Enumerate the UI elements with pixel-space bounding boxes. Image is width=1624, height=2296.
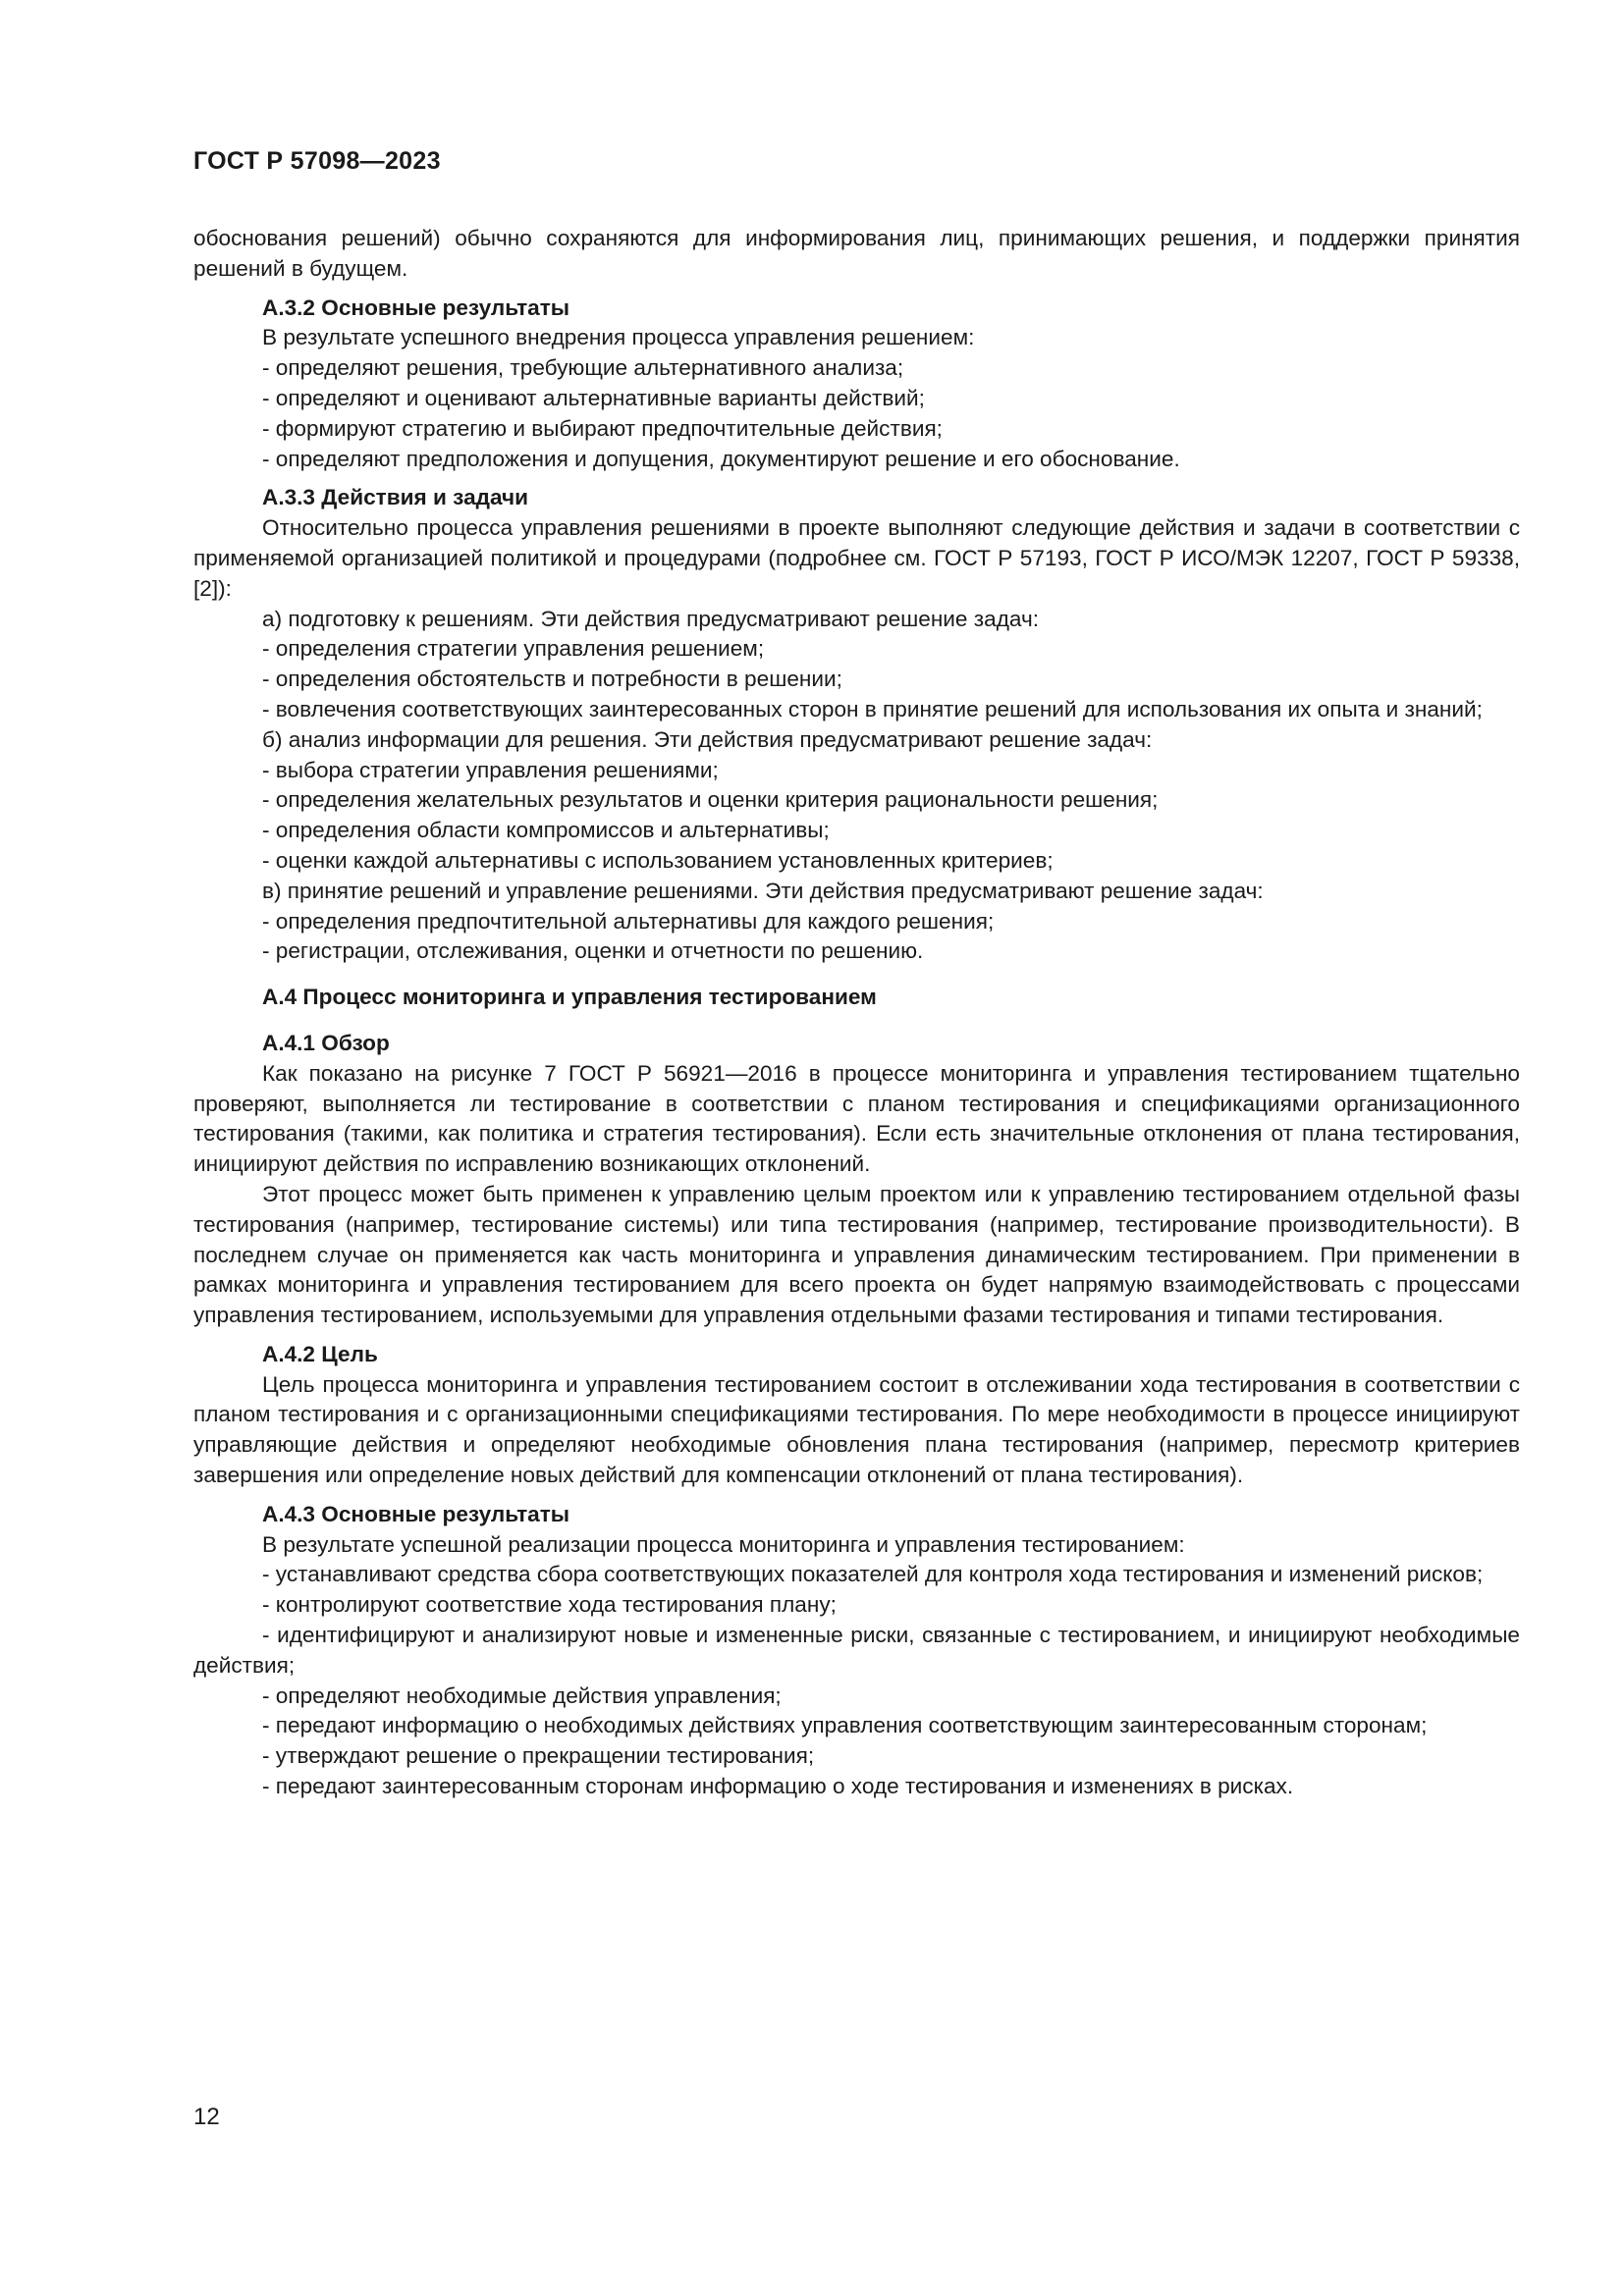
list-item: б) анализ информации для решения. Эти действия предусматривают решение задач:	[262, 726, 1153, 752]
list-item: - определяют предположения и допущения, документируют решение и его обоснование.	[262, 446, 1180, 471]
list-item: - определяют и оценивают альтернативные варианты действий;	[262, 385, 925, 410]
list-item: а) подготовку к решениям. Эти действия предусматривают решение задач:	[262, 606, 1039, 631]
section-heading-a33: А.3.3 Действия и задачи	[262, 485, 528, 510]
paragraph: Как показано на рисунке 7 ГОСТ Р 56921—2016 в процессе мониторинга и управления тестированием тщательно проверяют, выполняется ли тестирование в соответствии с планом тестирования и спецификациями организационного тестирования (такими, как политика и стратегия тестирования). Если есть значительные отклонения от плана тестирования, инициируют действия по исправлению возникающих отклонений.	[193, 1060, 1520, 1177]
paragraph: В результате успешной реализации процесса мониторинга и управления тестированием:	[262, 1531, 1185, 1557]
list-item: - выбора стратегии управления решениями;	[262, 757, 719, 782]
list-item: - определения обстоятельств и потребности в решении;	[262, 667, 842, 692]
list-item: в) принятие решений и управление решениями. Эти действия предусматривают решение задач:	[262, 878, 1264, 903]
section-heading-a43: А.4.3 Основные результаты	[262, 1501, 570, 1526]
list-item: - формируют стратегию и выбирают предпочтительные действия;	[262, 415, 943, 441]
list-item: - передают заинтересованным сторонам информацию о ходе тестирования и изменениях в рисках.	[262, 1774, 1294, 1799]
list-item: - определения области компромиссов и альтернативы;	[262, 818, 830, 843]
list-item: - определения желательных результатов и оценки критерия рациональности решения;	[262, 787, 1159, 813]
page-number: 12	[193, 2104, 220, 2130]
section-heading-a32: А.3.2 Основные результаты	[262, 294, 570, 320]
list-item: - оценки каждой альтернативы с использованием установленных критериев;	[262, 847, 1054, 873]
paragraph: Этот процесс может быть применен к управлению целым проектом или к управлению тестированием отдельной фазы тестирования (например, тестирование системы) или типа тестирования (например, тестирование производительности). В последнем случае он применяется как часть мониторинга и управления динамическим тестированием. При применении в рамках мониторинга и управления тестированием для всего проекта он будет напрямую взаимодействовать с процессами управления тестированием, используемыми для управления отдельными фазами тестирования и типами тестирования.	[193, 1181, 1520, 1328]
list-item: - определяют решения, требующие альтернативного анализа;	[262, 355, 904, 381]
paragraph: Относительно процесса управления решениями в проекте выполняют следующие действия и задачи в соответствии с применяемой организацией политикой и процедурами (подробнее см. ГОСТ Р 57193, ГОСТ Р ИСО/МЭК 12207, ГОСТ Р 59338, [2]):	[193, 515, 1520, 601]
paragraph-continuation: обоснования решений) обычно сохраняются для информирования лиц, принимающих решения, и поддержки принятия решений в будущем.	[193, 226, 1520, 281]
list-item: - устанавливают средства сбора соответствующих показателей для контроля хода тестирования и изменений рисков;	[262, 1562, 1484, 1587]
section-heading-a41: А.4.1 Обзор	[262, 1030, 390, 1055]
list-item: - определяют необходимые действия управления;	[262, 1682, 782, 1708]
document-header: ГОСТ Р 57098—2023	[193, 147, 441, 175]
paragraph: В результате успешного внедрения процесса управления решением:	[262, 325, 975, 350]
list-item: - контролируют соответствие хода тестирования плану;	[262, 1592, 837, 1618]
list-item: - регистрации, отслеживания, оценки и отчетности по решению.	[262, 938, 924, 964]
document-body	[193, 224, 1520, 1802]
list-item: - определения предпочтительной альтернативы для каждого решения;	[262, 908, 995, 934]
list-item: - определения стратегии управления решением;	[262, 636, 765, 662]
list-item: - идентифицируют и анализируют новые и измененные риски, связанные с тестированием, и инициируют необходимые действия;	[193, 1623, 1520, 1678]
paragraph: Цель процесса мониторинга и управления тестированием состоит в отслеживании хода тестирования в соответствии с планом тестирования и с организационными спецификациями тестирования. По мере необходимости в процессе инициируют управляющие действия и определяют необходимые обновления плана тестирования (например, пересмотр критериев завершения или определение новых действий для компенсации отклонений от плана тестирования).	[193, 1371, 1520, 1488]
list-item: - утверждают решение о прекращении тестирования;	[262, 1743, 815, 1769]
section-heading-a42: А.4.2 Цель	[262, 1341, 378, 1366]
list-item: - вовлечения соответствующих заинтересованных сторон в принятие решений для использования их опыта и знаний;	[262, 696, 1483, 721]
list-item: - передают информацию о необходимых действиях управления соответствующим заинтересованным сторонам;	[262, 1713, 1428, 1738]
section-heading-a4: А.4 Процесс мониторинга и управления тестированием	[262, 985, 877, 1010]
